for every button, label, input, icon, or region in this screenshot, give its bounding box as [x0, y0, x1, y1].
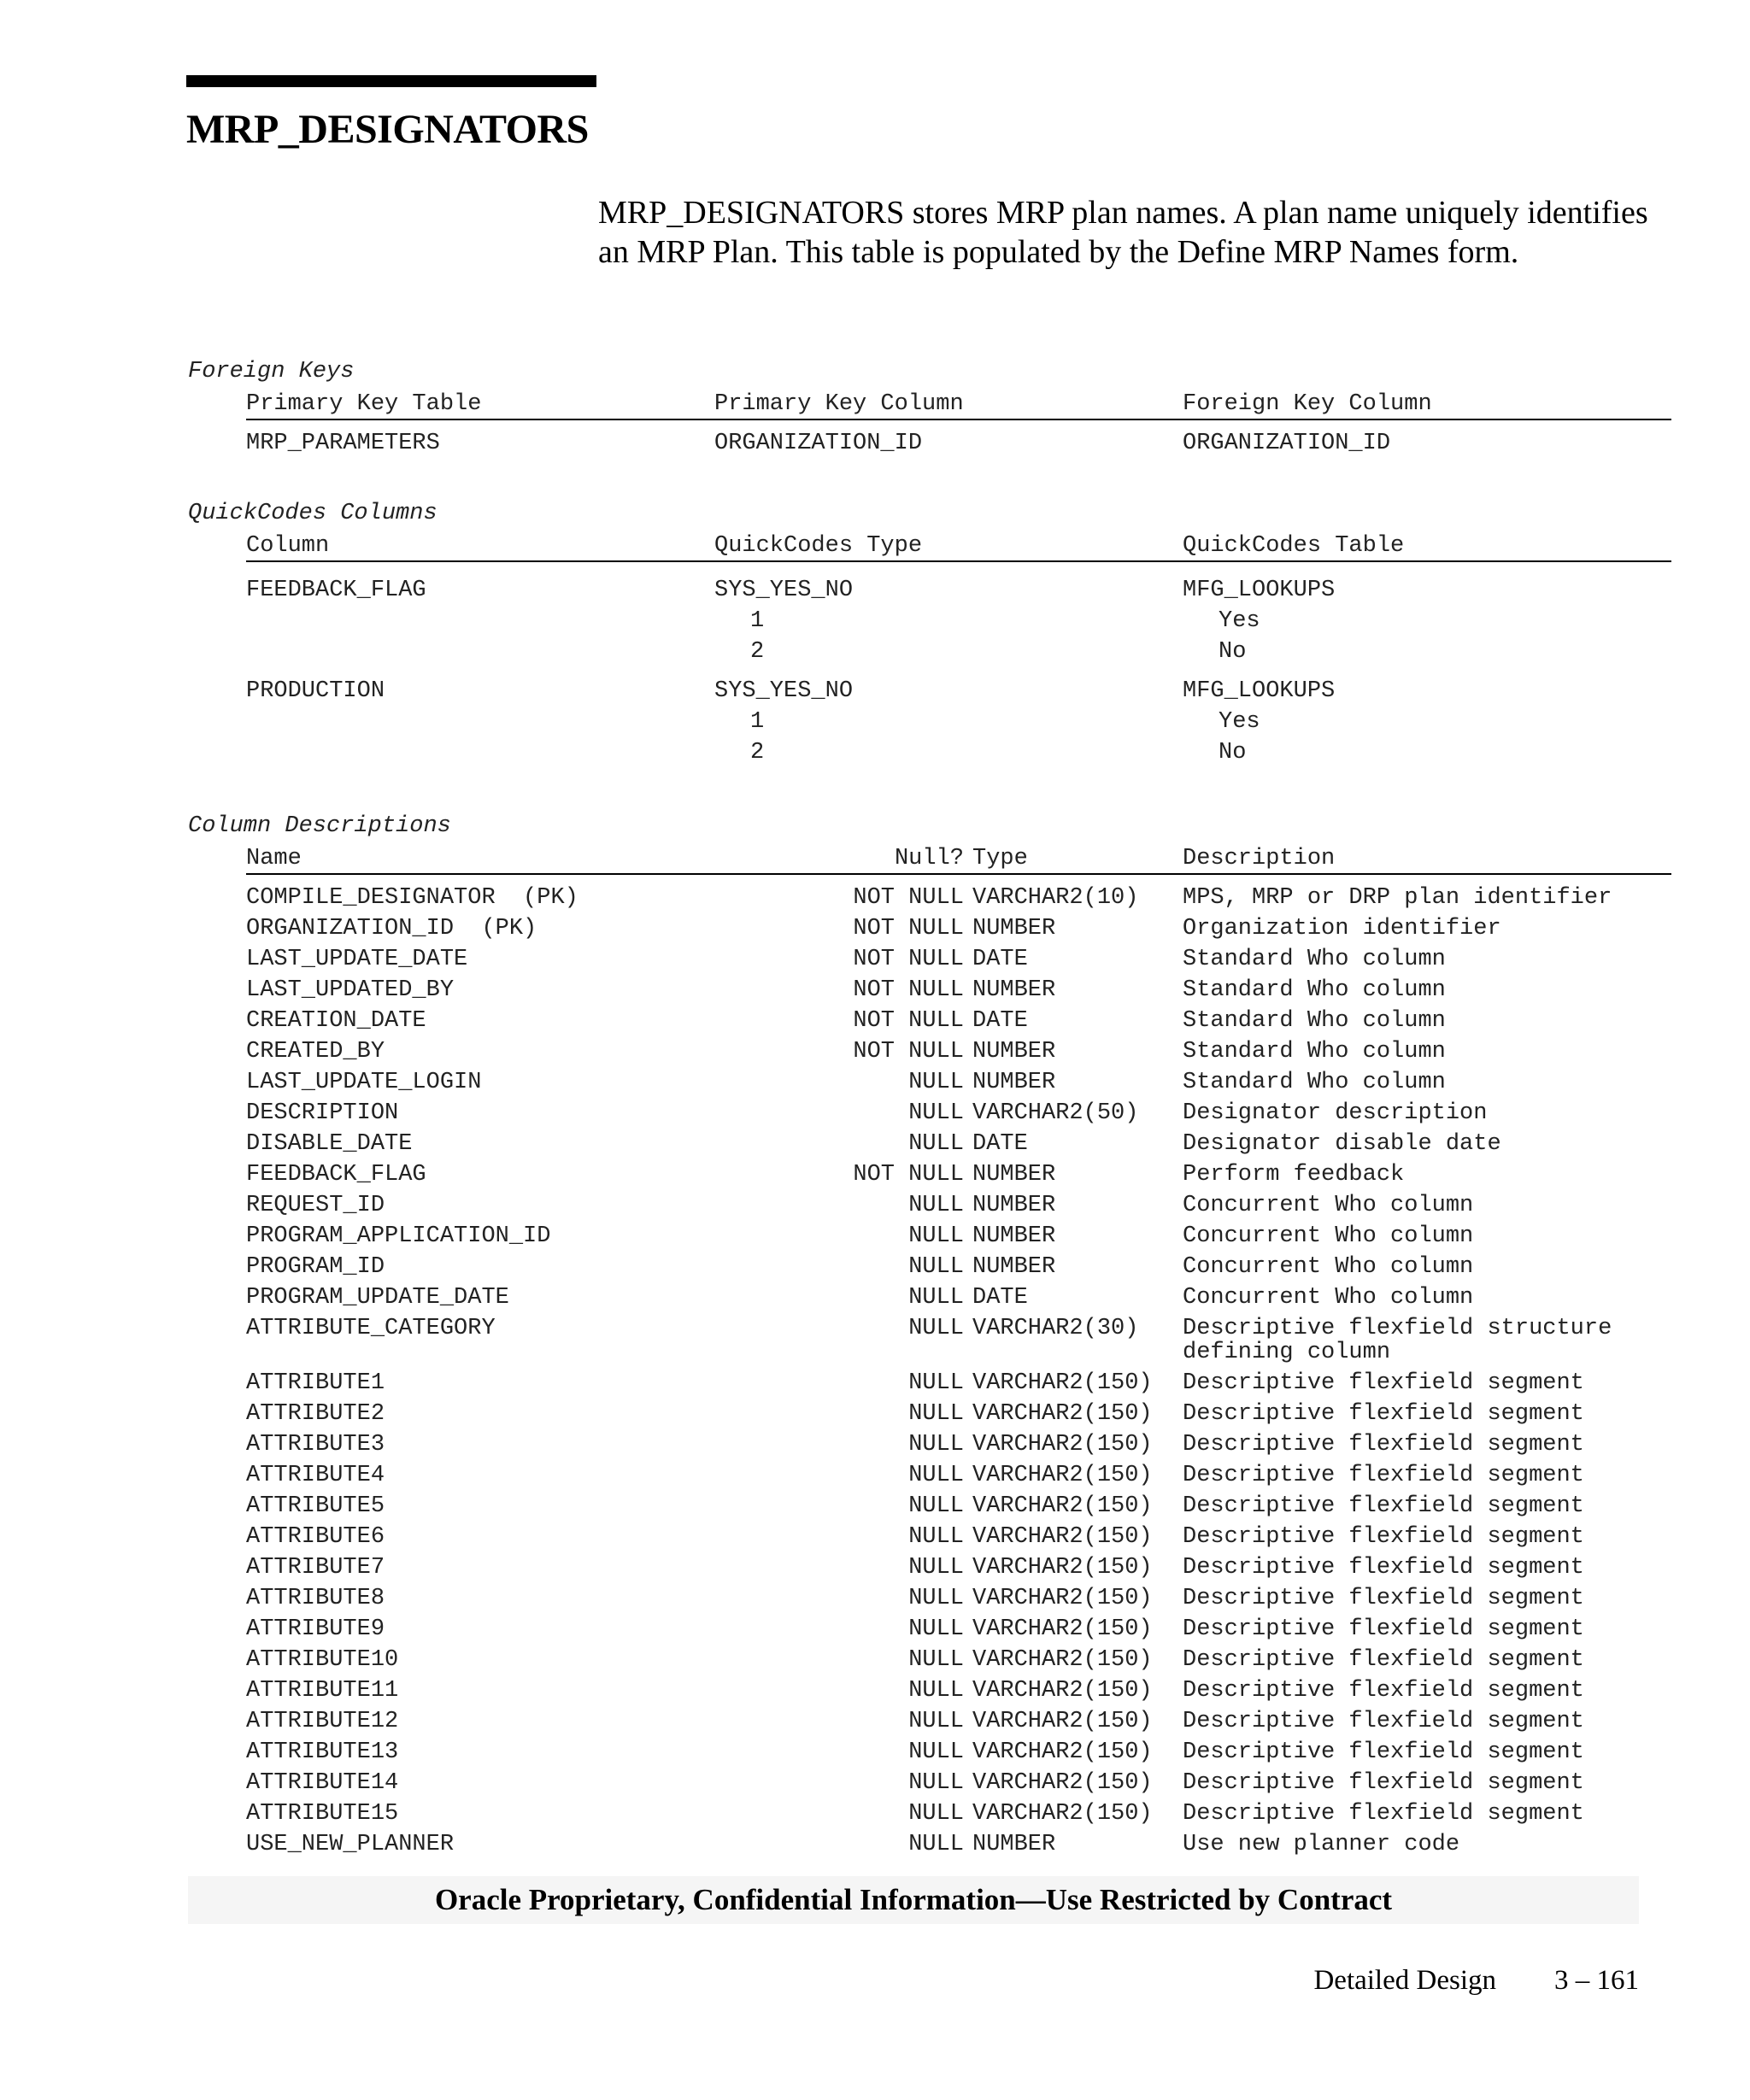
qc-code: 2 — [750, 740, 765, 766]
column-name: CREATION_DATE — [246, 1008, 426, 1034]
column-description: Organization identifier — [1183, 916, 1501, 941]
column-type: NUMBER — [972, 1193, 1056, 1218]
qc-row — [246, 576, 1671, 607]
column-description: Descriptive flexfield segment — [1183, 1801, 1584, 1827]
qc-table: MFG_LOOKUPS — [1183, 678, 1336, 704]
column-null: NULL — [908, 1100, 964, 1126]
column-row — [246, 914, 1671, 945]
column-null: NULL — [908, 1709, 964, 1734]
column-name: ATTRIBUTE11 — [246, 1678, 399, 1704]
column-type: VARCHAR2(150) — [972, 1739, 1153, 1765]
column-type: NUMBER — [972, 1039, 1056, 1065]
column-description: Descriptive flexfield segment — [1183, 1678, 1584, 1704]
column-type: VARCHAR2(150) — [972, 1432, 1153, 1458]
column-null: NULL — [908, 1463, 964, 1488]
column-null: NOT NULL — [853, 1039, 964, 1065]
column-row — [246, 1799, 1671, 1830]
column-type: NUMBER — [972, 1162, 1056, 1188]
column-type: VARCHAR2(10) — [972, 885, 1139, 911]
column-description: Descriptive flexfield segment — [1183, 1463, 1584, 1488]
column-null: NOT NULL — [853, 977, 964, 1003]
qc-value-row — [246, 607, 1671, 637]
column-row — [246, 1006, 1671, 1037]
column-null: NULL — [908, 1555, 964, 1581]
column-type: DATE — [972, 1131, 1028, 1157]
column-type: VARCHAR2(150) — [972, 1493, 1153, 1519]
section-name: Detailed Design — [1313, 1965, 1496, 1996]
column-description: Perform feedback — [1183, 1162, 1405, 1188]
column-null: NULL — [908, 1493, 964, 1519]
foreign-keys-header — [246, 390, 1671, 420]
column-row — [246, 1099, 1671, 1129]
column-name: ATTRIBUTE3 — [246, 1432, 385, 1458]
column-row — [246, 945, 1671, 976]
column-type: NUMBER — [972, 1223, 1056, 1249]
column-type: VARCHAR2(150) — [972, 1616, 1153, 1642]
column-type: VARCHAR2(150) — [972, 1801, 1153, 1827]
column-row — [246, 1222, 1671, 1252]
cd-header-description: Description — [1183, 846, 1336, 871]
column-row — [246, 1492, 1671, 1522]
column-row — [246, 1252, 1671, 1283]
column-null: NOT NULL — [853, 1008, 964, 1034]
column-row — [246, 1160, 1671, 1191]
column-null: NOT NULL — [853, 885, 964, 911]
column-row — [246, 1461, 1671, 1492]
qc-meaning: Yes — [1219, 608, 1260, 634]
column-description: Standard Who column — [1183, 1039, 1446, 1065]
column-description: Concurrent Who column — [1183, 1193, 1474, 1218]
column-row — [246, 1369, 1671, 1399]
column-description: Standard Who column — [1183, 1008, 1446, 1034]
column-row — [246, 1314, 1671, 1365]
column-description: Concurrent Who column — [1183, 1285, 1474, 1311]
column-name: ATTRIBUTE2 — [246, 1401, 385, 1427]
qc-value-row — [246, 738, 1671, 769]
column-row — [246, 1129, 1671, 1160]
column-description: Standard Who column — [1183, 947, 1446, 972]
column-null: NULL — [908, 1131, 964, 1157]
column-type: DATE — [972, 947, 1028, 972]
column-description: Descriptive flexfield segment — [1183, 1401, 1584, 1427]
foreign-keys-heading: Foreign Keys — [188, 359, 355, 384]
qc-meaning: No — [1219, 639, 1247, 665]
qc-value-row — [246, 637, 1671, 668]
column-type: VARCHAR2(150) — [972, 1555, 1153, 1581]
column-null: NULL — [908, 1401, 964, 1427]
column-null: NOT NULL — [853, 1162, 964, 1188]
column-row — [246, 1615, 1671, 1645]
column-row — [246, 1707, 1671, 1738]
column-name: CREATED_BY — [246, 1039, 385, 1065]
qc-row — [246, 677, 1671, 707]
column-name: ATTRIBUTE9 — [246, 1616, 385, 1642]
qc-meaning: No — [1219, 740, 1247, 766]
column-type: VARCHAR2(50) — [972, 1100, 1139, 1126]
column-row — [246, 1830, 1671, 1861]
column-row — [246, 883, 1671, 914]
column-description: Descriptive flexfield segment — [1183, 1770, 1584, 1796]
column-type: NUMBER — [972, 916, 1056, 941]
column-name: FEEDBACK_FLAG — [246, 1162, 426, 1188]
column-name: ATTRIBUTE7 — [246, 1555, 385, 1581]
column-description: Standard Who column — [1183, 977, 1446, 1003]
column-type: VARCHAR2(150) — [972, 1463, 1153, 1488]
column-row — [246, 1430, 1671, 1461]
column-description: Descriptive flexfield segment — [1183, 1616, 1584, 1642]
column-null: NULL — [908, 1616, 964, 1642]
column-row — [246, 1191, 1671, 1222]
fk-header-foreign-key-column: Foreign Key Column — [1183, 391, 1432, 417]
column-description: Designator disable date — [1183, 1131, 1501, 1157]
column-name: DISABLE_DATE — [246, 1131, 413, 1157]
fk-foreign-key-column: ORGANIZATION_ID — [1183, 431, 1391, 456]
column-name: ATTRIBUTE4 — [246, 1463, 385, 1488]
column-null: NULL — [908, 1254, 964, 1280]
quickcodes-heading: QuickCodes Columns — [188, 501, 438, 526]
qc-type: SYS_YES_NO — [714, 678, 854, 704]
qc-table: MFG_LOOKUPS — [1183, 578, 1336, 603]
column-description: Descriptive flexfield structure defining column — [1183, 1316, 1612, 1365]
column-description: Descriptive flexfield segment — [1183, 1709, 1584, 1734]
column-null: NULL — [908, 1285, 964, 1311]
column-row — [246, 1068, 1671, 1099]
column-description: Descriptive flexfield segment — [1183, 1647, 1584, 1673]
column-name: ATTRIBUTE14 — [246, 1770, 399, 1796]
column-row — [246, 1738, 1671, 1769]
qc-value-row — [246, 707, 1671, 738]
column-type: VARCHAR2(150) — [972, 1370, 1153, 1396]
column-row — [246, 1399, 1671, 1430]
column-type: VARCHAR2(150) — [972, 1647, 1153, 1673]
fk-header-primary-key-column: Primary Key Column — [714, 391, 964, 417]
intro-paragraph: MRP_DESIGNATORS stores MRP plan names. A plan name uniquely identifies an MRP Plan. This table is populated by the Define MRP Names form. — [598, 195, 1648, 270]
column-type: NUMBER — [972, 977, 1056, 1003]
column-name: ORGANIZATION_ID (PK) — [246, 916, 537, 941]
column-name: ATTRIBUTE12 — [246, 1709, 399, 1734]
column-null: NOT NULL — [853, 947, 964, 972]
column-null: NULL — [908, 1223, 964, 1249]
qc-code: 2 — [750, 639, 765, 665]
fk-header-primary-key-table: Primary Key Table — [246, 391, 482, 417]
column-type: NUMBER — [972, 1070, 1056, 1095]
confidentiality-notice: Oracle Proprietary, Confidential Information––Use Restricted by Contract — [188, 1876, 1639, 1924]
column-descriptions-heading: Column Descriptions — [188, 813, 451, 839]
column-null: NULL — [908, 1524, 964, 1550]
column-null: NULL — [908, 1832, 964, 1857]
column-description: Standard Who column — [1183, 1070, 1446, 1095]
column-description: Descriptive flexfield segment — [1183, 1555, 1584, 1581]
column-type: DATE — [972, 1008, 1028, 1034]
column-description: Descriptive flexfield segment — [1183, 1493, 1584, 1519]
column-description: MPS, MRP or DRP plan identifier — [1183, 885, 1612, 911]
column-row — [246, 1283, 1671, 1314]
cd-header-null: Null? — [894, 846, 964, 871]
column-type: VARCHAR2(150) — [972, 1709, 1153, 1734]
column-type: VARCHAR2(150) — [972, 1770, 1153, 1796]
column-description: Concurrent Who column — [1183, 1254, 1474, 1280]
column-name: PROGRAM_UPDATE_DATE — [246, 1285, 509, 1311]
column-type: VARCHAR2(150) — [972, 1524, 1153, 1550]
column-row — [246, 1037, 1671, 1068]
column-name: ATTRIBUTE10 — [246, 1647, 399, 1673]
page-footer — [1313, 1965, 1639, 1997]
column-null: NULL — [908, 1739, 964, 1765]
column-row — [246, 976, 1671, 1006]
column-null: NULL — [908, 1801, 964, 1827]
column-name: LAST_UPDATE_LOGIN — [246, 1070, 482, 1095]
column-description: Descriptive flexfield segment — [1183, 1739, 1584, 1765]
qc-header-column: Column — [246, 533, 330, 559]
title-rule — [186, 75, 596, 87]
column-name: ATTRIBUTE6 — [246, 1524, 385, 1550]
column-type: NUMBER — [972, 1832, 1056, 1857]
column-null: NULL — [908, 1432, 964, 1458]
column-description: Use new planner code — [1183, 1832, 1460, 1857]
column-null: NULL — [908, 1647, 964, 1673]
column-name: ATTRIBUTE5 — [246, 1493, 385, 1519]
fk-row — [246, 429, 1671, 460]
column-row — [246, 1584, 1671, 1615]
column-name: COMPILE_DESIGNATOR (PK) — [246, 885, 578, 911]
column-description: Descriptive flexfield segment — [1183, 1524, 1584, 1550]
cd-header-name: Name — [246, 846, 302, 871]
column-type: DATE — [972, 1285, 1028, 1311]
page-number: 3 – 161 — [1554, 1965, 1639, 1996]
qc-header-table: QuickCodes Table — [1183, 533, 1405, 559]
column-name: PROGRAM_APPLICATION_ID — [246, 1223, 551, 1249]
column-null: NULL — [908, 1586, 964, 1611]
column-null: NULL — [908, 1070, 964, 1095]
fk-primary-key-table: MRP_PARAMETERS — [246, 431, 440, 456]
column-type: VARCHAR2(150) — [972, 1401, 1153, 1427]
column-type: NUMBER — [972, 1254, 1056, 1280]
column-name: LAST_UPDATED_BY — [246, 977, 455, 1003]
column-type: VARCHAR2(30) — [972, 1316, 1139, 1341]
qc-code: 1 — [750, 608, 765, 634]
column-type: VARCHAR2(150) — [972, 1586, 1153, 1611]
column-description: Descriptive flexfield segment — [1183, 1432, 1584, 1458]
qc-column: PRODUCTION — [246, 678, 385, 704]
qc-header-type: QuickCodes Type — [714, 533, 923, 559]
fk-primary-key-column: ORGANIZATION_ID — [714, 431, 923, 456]
qc-type: SYS_YES_NO — [714, 578, 854, 603]
column-name: DESCRIPTION — [246, 1100, 399, 1126]
qc-code: 1 — [750, 709, 765, 735]
column-null: NULL — [908, 1678, 964, 1704]
column-name: ATTRIBUTE_CATEGORY — [246, 1316, 496, 1341]
column-row — [246, 1676, 1671, 1707]
qc-column: FEEDBACK_FLAG — [246, 578, 426, 603]
column-null: NULL — [908, 1770, 964, 1796]
column-null: NULL — [908, 1316, 964, 1341]
column-name: LAST_UPDATE_DATE — [246, 947, 468, 972]
quickcodes-header — [246, 531, 1671, 562]
column-name: ATTRIBUTE8 — [246, 1586, 385, 1611]
column-row — [246, 1769, 1671, 1799]
column-description: Descriptive flexfield segment — [1183, 1370, 1584, 1396]
column-description: Designator description — [1183, 1100, 1488, 1126]
column-row — [246, 1645, 1671, 1676]
page-title: MRP_DESIGNATORS — [186, 107, 589, 152]
column-name: USE_NEW_PLANNER — [246, 1832, 455, 1857]
column-description: Descriptive flexfield segment — [1183, 1586, 1584, 1611]
qc-meaning: Yes — [1219, 709, 1260, 735]
column-name: ATTRIBUTE15 — [246, 1801, 399, 1827]
column-name: REQUEST_ID — [246, 1193, 385, 1218]
column-null: NULL — [908, 1193, 964, 1218]
column-row — [246, 1522, 1671, 1553]
column-descriptions-header — [246, 844, 1671, 875]
cd-header-type: Type — [972, 846, 1028, 871]
column-type: VARCHAR2(150) — [972, 1678, 1153, 1704]
column-name: ATTRIBUTE13 — [246, 1739, 399, 1765]
column-name: ATTRIBUTE1 — [246, 1370, 385, 1396]
column-row — [246, 1553, 1671, 1584]
column-description: Concurrent Who column — [1183, 1223, 1474, 1249]
column-name: PROGRAM_ID — [246, 1254, 385, 1280]
column-null: NULL — [908, 1370, 964, 1396]
column-null: NOT NULL — [853, 916, 964, 941]
